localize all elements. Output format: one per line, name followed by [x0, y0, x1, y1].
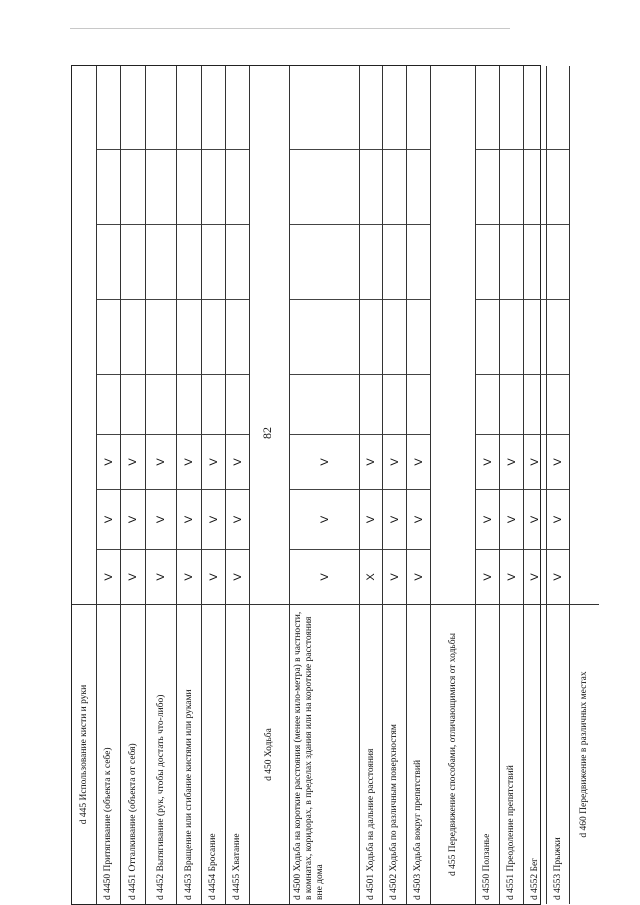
mark-cell: V — [524, 549, 546, 604]
empty-cell — [383, 299, 406, 374]
mark-cell: V — [500, 549, 523, 604]
empty-cell — [97, 374, 120, 434]
empty-cell — [97, 149, 120, 224]
mark-cell: V — [290, 549, 359, 604]
row-label: d 4454 Бросание — [202, 604, 225, 904]
mark-cell: V — [547, 434, 569, 489]
empty-cell — [547, 299, 569, 374]
mark-cell: V — [524, 434, 546, 489]
empty-cell — [500, 149, 523, 224]
empty-cell — [407, 64, 430, 149]
mark-cell: V — [476, 489, 499, 549]
mark-cell: V — [383, 434, 406, 489]
row-label: d 4455 Хватание — [226, 604, 249, 904]
mark-cell: V — [177, 434, 201, 489]
table-row — [523, 66, 546, 904]
empty-cell — [97, 224, 120, 299]
row-label: d 4552 Бег — [524, 604, 546, 904]
mark-cell: V — [202, 434, 225, 489]
empty-cell — [547, 224, 569, 299]
row-label: d 4453 Вращение или сгибание кистями или руками — [177, 604, 201, 904]
empty-cell — [121, 224, 145, 299]
empty-cell — [177, 374, 201, 434]
empty-cell — [202, 149, 225, 224]
empty-cell — [407, 299, 430, 374]
section-heading: d 455 Передвижение способами, отличающимися от ходьбы — [431, 604, 475, 904]
mark-cell: V — [500, 489, 523, 549]
empty-cell — [146, 374, 176, 434]
mark-cell: V — [360, 489, 382, 549]
row-label: d 4501 Ходьба на дальние расстояния — [360, 604, 382, 904]
mark-cell: V — [226, 549, 249, 604]
empty-cell — [524, 224, 546, 299]
empty-cell — [383, 64, 406, 149]
empty-cell — [524, 64, 546, 149]
table-row — [145, 66, 176, 904]
empty-cell — [500, 224, 523, 299]
empty-cell — [547, 374, 569, 434]
row-label: d 4503 Ходьба вокруг препятствий — [407, 604, 430, 904]
mark-cell: V — [97, 489, 120, 549]
empty-cell — [177, 149, 201, 224]
mark-cell: X — [360, 549, 382, 604]
row-label: d 4502 Ходьба по различным поверхностям — [383, 604, 406, 904]
empty-cell — [121, 299, 145, 374]
empty-cell — [290, 149, 359, 224]
table-section-row — [72, 66, 96, 904]
empty-cell — [226, 149, 249, 224]
empty-cell — [202, 64, 225, 149]
row-label: d 4452 Вытягивание (рук, чтобы достать что-либо) — [146, 604, 176, 904]
empty-cell — [547, 64, 569, 149]
empty-cell — [547, 149, 569, 224]
table-row — [201, 66, 225, 904]
empty-cell — [290, 374, 359, 434]
empty-cell — [407, 374, 430, 434]
table-row — [382, 66, 406, 904]
row-label: d 4550 Ползанье — [476, 604, 499, 904]
empty-cell — [202, 374, 225, 434]
empty-cell — [360, 224, 382, 299]
table-row — [120, 66, 145, 904]
empty-cell — [476, 149, 499, 224]
mark-cell: V — [177, 489, 201, 549]
empty-cell — [226, 299, 249, 374]
row-label: d 4553 Прыжки — [547, 604, 569, 904]
empty-cell — [383, 374, 406, 434]
mark-cell: V — [290, 489, 359, 549]
empty-cell — [476, 64, 499, 149]
empty-cell — [360, 64, 382, 149]
table-row — [475, 66, 499, 904]
empty-cell — [360, 149, 382, 224]
empty-cell — [290, 299, 359, 374]
assessment-table — [71, 65, 589, 905]
mark-cell: V — [500, 434, 523, 489]
table-row — [359, 66, 382, 904]
empty-cell — [226, 374, 249, 434]
table-section-row — [569, 66, 599, 904]
mark-cell: V — [97, 549, 120, 604]
table-section-row — [249, 66, 289, 904]
empty-cell — [476, 374, 499, 434]
mark-cell: V — [524, 489, 546, 549]
table-section-row — [430, 66, 475, 904]
mark-cell: V — [476, 434, 499, 489]
mark-cell: V — [202, 549, 225, 604]
table-row — [289, 66, 359, 904]
empty-cell — [202, 224, 225, 299]
empty-cell — [97, 299, 120, 374]
empty-cell — [121, 149, 145, 224]
table-row — [96, 66, 120, 904]
empty-cell — [177, 64, 201, 149]
table-row — [499, 66, 523, 904]
row-label: d 4451 Отталкивание (объекта от себя) — [121, 604, 145, 904]
mark-cell: V — [547, 489, 569, 549]
mark-cell: V — [290, 434, 359, 489]
table-row — [176, 66, 201, 904]
empty-cell — [290, 224, 359, 299]
mark-cell: V — [407, 549, 430, 604]
mark-cell: V — [226, 489, 249, 549]
mark-cell: V — [146, 434, 176, 489]
empty-cell — [500, 64, 523, 149]
empty-cell — [121, 64, 145, 149]
empty-cell — [226, 64, 249, 149]
empty-cell — [226, 224, 249, 299]
empty-cell — [383, 224, 406, 299]
empty-cell — [524, 149, 546, 224]
empty-cell — [407, 224, 430, 299]
empty-cell — [500, 299, 523, 374]
section-heading: d 445 Использование кисти и руки — [72, 604, 96, 904]
mark-cell: V — [383, 549, 406, 604]
empty-cell — [146, 299, 176, 374]
table-row — [225, 66, 249, 904]
table-row — [546, 66, 569, 904]
empty-cell — [146, 149, 176, 224]
empty-cell — [524, 299, 546, 374]
empty-cell — [500, 374, 523, 434]
empty-cell — [290, 64, 359, 149]
empty-cell — [360, 299, 382, 374]
mark-cell: V — [177, 549, 201, 604]
mark-cell: V — [407, 489, 430, 549]
empty-cell — [476, 224, 499, 299]
mark-cell: V — [383, 489, 406, 549]
mark-cell: V — [121, 549, 145, 604]
table-row — [406, 66, 430, 904]
mark-cell: V — [202, 489, 225, 549]
empty-cell — [407, 149, 430, 224]
empty-cell — [360, 374, 382, 434]
mark-cell: V — [121, 434, 145, 489]
empty-cell — [177, 299, 201, 374]
empty-cell — [146, 224, 176, 299]
mark-cell: V — [121, 489, 145, 549]
mark-cell: V — [97, 434, 120, 489]
empty-cell — [202, 299, 225, 374]
mark-cell: V — [146, 489, 176, 549]
empty-cell — [97, 64, 120, 149]
empty-cell — [121, 374, 145, 434]
top-rule — [70, 28, 510, 29]
empty-cell — [146, 64, 176, 149]
mark-cell: V — [146, 549, 176, 604]
row-label: d 4500 Ходьба на короткие расстояния (менее кило-метра) в частности, в комнатах, коридорах, в пределах здания или на короткие расстояния вне дома — [290, 604, 359, 904]
section-heading: d 460 Передвижение в различных местах — [570, 604, 599, 904]
mark-cell: V — [360, 434, 382, 489]
mark-cell: V — [476, 549, 499, 604]
row-label: d 4450 Притягивание (объекта к себе) — [97, 604, 120, 904]
empty-cell — [476, 299, 499, 374]
mark-cell: V — [226, 434, 249, 489]
empty-cell — [383, 149, 406, 224]
empty-cell — [524, 374, 546, 434]
mark-cell: V — [547, 549, 569, 604]
empty-cell — [177, 224, 201, 299]
section-heading: d 450 Ходьба — [250, 604, 289, 904]
mark-cell: V — [407, 434, 430, 489]
row-label: d 4551 Преодоление препятствий — [500, 604, 523, 904]
page-number: 82 — [260, 427, 274, 439]
